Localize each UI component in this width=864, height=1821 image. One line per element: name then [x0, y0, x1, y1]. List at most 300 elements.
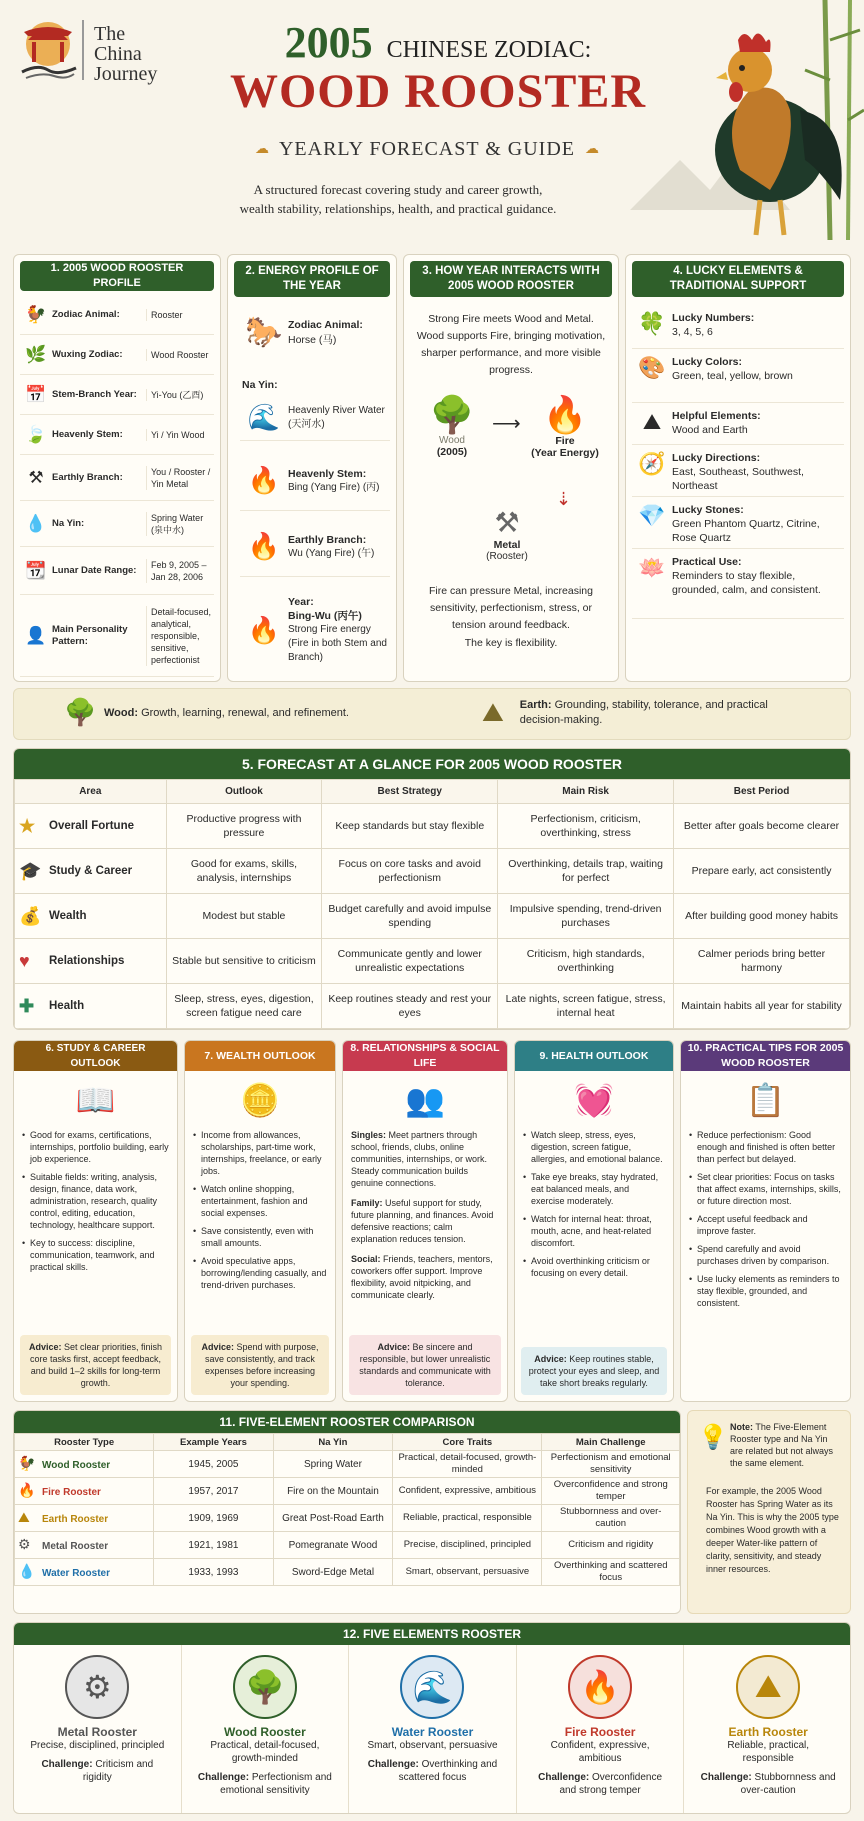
- anvil-icon: ⚒: [494, 507, 520, 538]
- profile-table: [20, 295, 214, 677]
- clover-icon: 🍀: [638, 311, 666, 336]
- rooster-type: Earth Rooster: [42, 1513, 109, 1525]
- profile-value: Rooster: [146, 309, 214, 321]
- wealth-bullets: [185, 1129, 335, 1291]
- comparison-years: 1909, 1969: [154, 1505, 273, 1532]
- energy-nayin: 🌊 Heavenly River Water (天河水): [240, 395, 390, 441]
- challenge-label: Challenge:: [700, 1772, 752, 1783]
- glance-area-cell: [15, 984, 167, 1029]
- glance-cell-outlook: Stable but sensitive to criticism: [166, 939, 322, 984]
- lucky-card: [625, 254, 851, 682]
- bullet-item: • Save consistently, even with small amounts.: [193, 1225, 327, 1249]
- lucky-value: East, Southeast, Southwest, Northeast: [672, 466, 804, 492]
- glance-cell-period: Maintain habits all year for stability: [674, 984, 850, 1029]
- element-name: Wood Rooster: [224, 1725, 306, 1739]
- lightbulb-icon: 💡: [698, 1424, 728, 1451]
- five-elements-card: [13, 1622, 851, 1814]
- lucky-label: Practical Use:: [672, 556, 742, 568]
- lucky-label: Lucky Directions:: [672, 452, 761, 464]
- comparison-type-cell: [15, 1451, 154, 1478]
- glance-area: Relationships: [49, 954, 125, 967]
- anvil-icon: ⚒: [28, 467, 44, 487]
- lucky-title: 4. LUCKY ELEMENTS & TRADITIONAL SUPPORT: [632, 261, 844, 297]
- comparison-title: 11. FIVE-ELEMENT ROOSTER COMPARISON: [14, 1411, 680, 1433]
- wood-note: 🌳 Wood: Growth, learning, renewal, and refinement.: [64, 697, 349, 727]
- energy-year: 🔥 Year: Bing-Wu (丙午) Strong Fire energy (Fire in both Stem and Branch): [240, 585, 390, 675]
- metal-element: ⚒ Metal (Rooster): [464, 507, 550, 562]
- element-traits: Practical, detail-focused, growth-minded: [210, 1740, 320, 1764]
- glance-card: [13, 748, 851, 1030]
- comparison-challenge: Stubbornness and over-caution: [542, 1505, 680, 1532]
- heart-icon: ♥: [19, 950, 30, 971]
- lucky-row: [632, 349, 844, 403]
- interaction-outro: Fire can pressure Metal, increasing sensitivity, perfectionism, stress, or tension around feedback.: [429, 585, 593, 631]
- glance-row: [15, 939, 850, 984]
- glance-area: Overall Fortune: [49, 819, 134, 832]
- lucky-row: [632, 403, 844, 445]
- compass-icon: 🧭: [638, 451, 666, 476]
- element-name: Fire Rooster: [564, 1725, 636, 1739]
- glance-cell-outlook: Good for exams, skills, analysis, internships: [166, 849, 322, 894]
- lucky-row: [632, 445, 844, 497]
- cloud-ornament-icon: ☁: [254, 142, 269, 157]
- bullet-item: • Key to success: discipline, communication, teamwork, and practical skills.: [22, 1237, 169, 1273]
- rooster-illustration: [620, 0, 864, 240]
- rooster-type-icon: ⚙: [18, 1535, 31, 1552]
- comparison-header: Rooster Type: [15, 1434, 154, 1451]
- profile-row: [20, 335, 214, 375]
- relationship-paragraph: [351, 1253, 499, 1301]
- coins-icon: 🪙: [240, 1082, 280, 1118]
- profile-label: Na Yin:: [52, 517, 85, 529]
- profile-value: Yi / Yin Wood: [146, 429, 214, 441]
- comparison-header: Example Years: [154, 1434, 273, 1451]
- earth-note: ⛰ Earth: Grounding, stability, tolerance, and practical decision-making.: [482, 697, 768, 727]
- glance-header: Outlook: [166, 780, 322, 804]
- note-card: [687, 1410, 851, 1614]
- glance-row: [15, 849, 850, 894]
- glance-header: Area: [15, 780, 167, 804]
- study-card: [13, 1040, 178, 1402]
- bullet-item: • Set clear priorities: Focus on tasks that affect exams, internships, skills, or future direction most.: [689, 1171, 842, 1207]
- lucky-text: [672, 311, 754, 339]
- glance-area-cell: [15, 894, 167, 939]
- lucky-text: [672, 451, 844, 493]
- energy-card: [227, 254, 397, 682]
- profile-row: [20, 455, 214, 501]
- heartbeat-icon: 💓: [574, 1082, 614, 1118]
- profile-value: Spring Water (泉中水): [146, 512, 214, 536]
- header-description: A structured forecast covering study and career growth, wealth stability, relationships, health, and practical guidance.: [239, 182, 557, 216]
- glance-cell-strategy: Keep standards but stay flexible: [322, 804, 498, 849]
- relationships-card: [342, 1040, 508, 1402]
- rooster-icon: 🐓: [25, 304, 47, 324]
- profile-row: [20, 295, 214, 335]
- challenge-text: Overthinking and scattered focus: [398, 1759, 498, 1783]
- lucky-value: Reminders to stay flexible, grounded, calm, and consistent.: [672, 570, 821, 596]
- calendar-icon: 📅: [25, 384, 47, 404]
- profile-label: Heavenly Stem:: [52, 428, 123, 440]
- glance-header: Best Period: [674, 780, 850, 804]
- element-column: [684, 1645, 851, 1813]
- fire-element: 🔥 Fire (Year Energy): [522, 395, 608, 459]
- tree-icon: 🌳: [233, 1655, 297, 1719]
- glance-cell-strategy: Focus on core tasks and avoid perfectionism: [322, 849, 498, 894]
- lucky-value: Green, teal, yellow, brown: [672, 370, 793, 382]
- comparison-header: Main Challenge: [542, 1434, 680, 1451]
- lucky-row: [632, 305, 844, 349]
- comparison-nayin: Pomegranate Wood: [273, 1532, 393, 1559]
- interaction-intro: Strong Fire meets Wood and Metal. Wood supports Fire, bringing motivation, sharper performance, and more visible progress.: [416, 313, 606, 376]
- comparison-row: [15, 1451, 680, 1478]
- profile-card: [13, 254, 221, 682]
- glance-cell-period: Better after goals become clearer: [674, 804, 850, 849]
- brand-line-1: The: [94, 23, 126, 45]
- rooster-type: Metal Rooster: [42, 1540, 109, 1552]
- five-elements-title: 12. FIVE ELEMENTS ROOSTER: [14, 1623, 850, 1645]
- lucky-label: Lucky Numbers:: [672, 312, 755, 324]
- comparison-type-cell: [15, 1505, 154, 1532]
- relationship-label: Singles:: [351, 1130, 387, 1140]
- comparison-years: 1957, 2017: [154, 1478, 273, 1505]
- bullet-item: • Avoid overthinking criticism or focusing on every detail.: [523, 1255, 665, 1279]
- comparison-challenge: Overconfidence and strong temper: [542, 1478, 680, 1505]
- element-name: Metal Rooster: [57, 1725, 137, 1739]
- profile-row: [20, 415, 214, 455]
- glance-area-cell: [15, 939, 167, 984]
- wealth-card: [184, 1040, 336, 1402]
- cloud-ornament-icon: ☁: [585, 142, 599, 157]
- glance-area-cell: [15, 849, 167, 894]
- profile-row: [20, 375, 214, 415]
- glance-header: Main Risk: [498, 780, 674, 804]
- glance-table: [14, 779, 850, 1029]
- lucky-list: [632, 305, 844, 675]
- glance-area: Health: [49, 999, 85, 1012]
- bullet-item: • Suitable fields: writing, analysis, design, finance, data work, administration, research, quality control, editing, education, technology, healthcare support.: [22, 1171, 169, 1231]
- glance-area: Study & Career: [49, 864, 133, 877]
- comparison-row: [15, 1478, 680, 1505]
- element-traits: Confident, expressive, ambitious: [550, 1740, 650, 1764]
- energy-branch: 🔥 Earthly Branch: Wu (Yang Fire) (午): [240, 517, 390, 577]
- glance-row: [15, 894, 850, 939]
- bullet-item: • Accept useful feedback and improve faster.: [689, 1213, 842, 1237]
- bullet-item: • Use lucky elements as reminders to stay flexible, grounded, and consistent.: [689, 1273, 842, 1309]
- profile-value: Feb 9, 2005 – Jan 28, 2006: [146, 559, 214, 583]
- lucky-value: 3, 4, 5, 6: [672, 326, 713, 338]
- glance-cell-outlook: Productive progress with pressure: [166, 804, 322, 849]
- profile-title: 1. 2005 WOOD ROOSTER PROFILE: [20, 261, 214, 291]
- relationship-paragraph: [351, 1129, 499, 1189]
- element-challenge: [14, 1758, 181, 1784]
- lucky-label: Lucky Colors:: [672, 356, 743, 368]
- rooster-type-icon: 🐓: [18, 1454, 36, 1471]
- challenge-text: Perfectionism and emotional sensitivity: [220, 1772, 332, 1796]
- glance-row: [15, 804, 850, 849]
- crystal-icon: 💎: [638, 503, 666, 528]
- relationships-title: 8. RELATIONSHIPS & SOCIAL LIFE: [343, 1041, 507, 1071]
- study-title: 6. STUDY & CAREER OUTLOOK: [14, 1041, 177, 1071]
- people-icon: 👥: [405, 1082, 445, 1118]
- energy-zodiac: 🐎 Zodiac Animal: Horse (马): [240, 315, 390, 350]
- lucky-row: [632, 549, 844, 619]
- leaf-icon: 🌿: [25, 344, 47, 364]
- bullet-item: • Watch sleep, stress, eyes, digestion, screen fatigue, allergies, and emotional balance.: [523, 1129, 665, 1165]
- profile-row: [20, 547, 214, 595]
- glance-cell-period: After building good money habits: [674, 894, 850, 939]
- comparison-years: 1921, 1981: [154, 1532, 273, 1559]
- relationship-text: Meet partners through school, friends, clubs, online communities, internships, or work. Steady communication builds genuine connections.: [351, 1130, 488, 1188]
- water-drop-icon: 💧: [25, 513, 47, 533]
- glance-cell-outlook: Modest but stable: [166, 894, 322, 939]
- profile-label: Main Personality Pattern:: [52, 623, 128, 647]
- bullet-item: • Take eye breaks, stay hydrated, eat balanced meals, and exercise moderately.: [523, 1171, 665, 1207]
- bullet-item: • Income from allowances, scholarships, part-time work, internships, freelance, or early jobs.: [193, 1129, 327, 1177]
- comparison-table: [14, 1433, 680, 1586]
- leaf-icon: 🍃: [25, 424, 47, 444]
- profile-row: [20, 501, 214, 547]
- calendar-icon: 📆: [25, 560, 47, 580]
- glance-cell-risk: Criticism, high standards, overthinking: [498, 939, 674, 984]
- comparison-challenge: Perfectionism and emotional sensitivity: [542, 1451, 680, 1478]
- interaction-key: The key is flexibility.: [464, 637, 558, 649]
- comparison-nayin: Sword-Edge Metal: [273, 1559, 393, 1586]
- element-name: Water Rooster: [391, 1725, 474, 1739]
- comparison-type-cell: [15, 1478, 154, 1505]
- interaction-title: 3. HOW YEAR INTERACTS WITH 2005 WOOD ROOSTER: [410, 261, 612, 297]
- lucky-row: [632, 497, 844, 549]
- relationship-text: Friends, teachers, mentors, coworkers offer support. Improve flexibility, avoid nitpicking, and communicate clearly.: [351, 1254, 493, 1300]
- element-challenge: [349, 1758, 516, 1784]
- health-card: [514, 1040, 674, 1402]
- note-text-1: Note: The Five-Element Rooster type and Na Yin are related but not always the same element.: [730, 1422, 834, 1468]
- profile-row: [20, 595, 214, 677]
- bullet-item: • Watch online shopping, entertainment, fashion and social expenses.: [193, 1183, 327, 1219]
- profile-label: Earthly Branch:: [52, 471, 123, 483]
- challenge-label: Challenge:: [197, 1772, 250, 1783]
- challenge-label: Challenge:: [538, 1772, 590, 1783]
- shield-health-icon: ✚: [19, 995, 35, 1016]
- profile-label: Wuxing Zodiac:: [52, 348, 123, 360]
- comparison-nayin: Fire on the Mountain: [273, 1478, 393, 1505]
- palette-icon: 🎨: [638, 355, 666, 380]
- brand-line-3: Journey: [94, 63, 158, 85]
- wood-element: 🌳 Wood (2005): [422, 395, 482, 458]
- interaction-card: [403, 254, 619, 682]
- comparison-card: [13, 1410, 681, 1614]
- profile-value: Detail-focused, analytical, responsible, sensitive, perfectionist: [146, 606, 214, 666]
- horse-icon: 🐎: [245, 316, 283, 349]
- arrow-right-icon: ⟶: [492, 413, 521, 435]
- five-elements-row: [14, 1645, 850, 1813]
- comparison-years: 1933, 1993: [154, 1559, 273, 1586]
- lotus-icon: 🪷: [638, 555, 666, 580]
- lucky-text: [672, 409, 761, 437]
- tree-icon: 🌳: [429, 394, 475, 435]
- flame-icon: 🔥: [247, 614, 281, 645]
- glance-cell-risk: Impulsive spending, trend-driven purchases: [498, 894, 674, 939]
- comparison-traits: Confident, expressive, ambitious: [393, 1478, 542, 1505]
- bullet-item: • Reduce perfectionism: Good enough and finished is often better than perfect but delayed.: [689, 1129, 842, 1165]
- wave-icon: 🌊: [400, 1655, 464, 1719]
- lucky-value: Wood and Earth: [672, 424, 748, 436]
- lucky-label: Lucky Stones:: [672, 504, 744, 516]
- flame-icon: 🔥: [247, 531, 281, 561]
- rooster-type: Wood Rooster: [42, 1459, 111, 1471]
- profile-value: Yi-You (乙酉): [146, 389, 214, 401]
- rooster-type-icon: 🔥: [18, 1481, 36, 1498]
- element-challenge: [517, 1771, 684, 1797]
- flame-icon: 🔥: [247, 465, 281, 495]
- tree-icon: 🌳: [64, 697, 97, 727]
- study-advice: Advice: Set clear priorities, finish core tasks first, accept feedback, and build 1–2 skills for long-term growth.: [20, 1335, 171, 1395]
- brand-line-2: China: [94, 43, 142, 65]
- energy-nayin-label: Na Yin:: [242, 379, 278, 391]
- health-bullets: [515, 1129, 673, 1279]
- comparison-type-cell: [15, 1559, 154, 1586]
- mountain-icon: ⛰: [642, 409, 662, 434]
- element-strip: [13, 688, 851, 740]
- relationship-paragraphs: [343, 1129, 507, 1301]
- glance-cell-risk: Overthinking, details trap, waiting for perfect: [498, 849, 674, 894]
- lucky-text: [672, 555, 844, 597]
- checklist-icon: 📋: [745, 1082, 786, 1118]
- rooster-type: Water Rooster: [42, 1567, 110, 1579]
- profile-value: Wood Rooster: [146, 349, 214, 361]
- glance-cell-risk: Perfectionism, criticism, overthinking, stress: [498, 804, 674, 849]
- comparison-type-cell: [15, 1532, 154, 1559]
- comparison-traits: Reliable, practical, responsible: [393, 1505, 542, 1532]
- health-advice: Advice: Keep routines stable, protect your eyes and sleep, and take short breaks regularly.: [521, 1347, 667, 1395]
- person-icon: 👤: [25, 625, 47, 645]
- flame-icon: 🔥: [542, 394, 588, 435]
- element-name: Earth Rooster: [728, 1725, 808, 1739]
- comparison-traits: Precise, disciplined, principled: [393, 1532, 542, 1559]
- flame-icon: 🔥: [568, 1655, 632, 1719]
- rooster-type-icon: 💧: [18, 1562, 36, 1579]
- lucky-value: Green Phantom Quartz, Citrine, Rose Quartz: [672, 518, 820, 544]
- glance-row: [15, 984, 850, 1029]
- glance-title: 5. FORECAST AT A GLANCE FOR 2005 WOOD ROOSTER: [14, 749, 850, 779]
- comparison-nayin: Spring Water: [273, 1451, 393, 1478]
- element-traits: Precise, disciplined, principled: [30, 1740, 165, 1751]
- lucky-text: [672, 503, 844, 545]
- element-traits: Smart, observant, persuasive: [367, 1740, 498, 1751]
- glance-cell-strategy: Communicate gently and lower unrealistic expectations: [322, 939, 498, 984]
- comparison-header: Core Traits: [393, 1434, 542, 1451]
- comparison-traits: Smart, observant, persuasive: [393, 1559, 542, 1586]
- study-bullets: [14, 1129, 177, 1273]
- glance-cell-period: Calmer periods bring better harmony: [674, 939, 850, 984]
- relationship-text: Useful support for study, future planning, and finances. Avoid defensive reactions; calm explanation reduces tension.: [351, 1198, 494, 1244]
- relationships-advice: Advice: Be sincere and responsible, but lower unrealistic standards and communicate with tolerance.: [349, 1335, 501, 1395]
- wealth-title: 7. WEALTH OUTLOOK: [185, 1041, 335, 1071]
- glance-header: Best Strategy: [322, 780, 498, 804]
- arrow-down-icon: ⇣: [556, 489, 572, 509]
- element-column: [14, 1645, 182, 1813]
- title-zodiac: CHINESE ZODIAC:: [386, 37, 592, 63]
- tips-card: [680, 1040, 851, 1402]
- note-text-2: For example, the 2005 Wood Rooster has Spring Water as its Na Yin. This is why the 2005 type combines Wood growth with a deeper Water-like pattern of clarity, sensitivity, and steady inner resources.: [706, 1486, 839, 1574]
- comparison-years: 1945, 2005: [154, 1451, 273, 1478]
- money-bag-icon: 💰: [19, 905, 42, 926]
- comparison-header: Na Yin: [273, 1434, 393, 1451]
- comparison-traits: Practical, detail-focused, growth-minded: [393, 1451, 542, 1478]
- mountain-icon: ⛰: [482, 697, 504, 727]
- relationship-label: Family:: [351, 1198, 383, 1208]
- page-title: [228, 20, 648, 118]
- element-challenge: [684, 1771, 851, 1797]
- title-year: 2005: [284, 18, 373, 67]
- profile-label: Stem-Branch Year:: [52, 388, 137, 400]
- comparison-challenge: Criticism and rigidity: [542, 1532, 680, 1559]
- element-column: [182, 1645, 350, 1813]
- glance-cell-strategy: Keep routines steady and rest your eyes: [322, 984, 498, 1029]
- bullet-item: • Avoid speculative apps, borrowing/lending casually, and trend-driven purchases.: [193, 1255, 327, 1291]
- comparison-row: [15, 1532, 680, 1559]
- element-column: [517, 1645, 685, 1813]
- challenge-label: Challenge:: [367, 1759, 419, 1770]
- mountain-icon: ⛰: [736, 1655, 800, 1719]
- profile-label: Zodiac Animal:: [52, 308, 120, 320]
- water-wave-icon: 🌊: [247, 402, 281, 432]
- bullet-item: • Watch for internal heat: throat, mouth, acne, and heat-related discomfort.: [523, 1213, 665, 1249]
- title-main: WOOD ROOSTER: [229, 65, 647, 118]
- challenge-text: Overconfidence and strong temper: [559, 1772, 663, 1796]
- energy-stem: 🔥 Heavenly Stem: Bing (Yang Fire) (丙): [240, 451, 390, 511]
- rooster-type-icon: ⛰: [18, 1508, 30, 1525]
- wealth-advice: Advice: Spend with purpose, save consistently, and track expenses before increasing your spending.: [191, 1335, 329, 1395]
- glance-cell-strategy: Budget carefully and avoid impulse spending: [322, 894, 498, 939]
- element-traits: Reliable, practical, responsible: [727, 1740, 810, 1764]
- metal-icon: ⚙: [65, 1655, 129, 1719]
- relationship-label: Social:: [351, 1254, 381, 1264]
- star-icon: ★: [19, 815, 36, 836]
- glance-area: Wealth: [49, 909, 87, 922]
- lucky-label: Helpful Elements:: [672, 410, 761, 422]
- tips-bullets: [681, 1129, 850, 1309]
- relationship-paragraph: [351, 1197, 499, 1245]
- challenge-text: Stubbornness and over-caution: [740, 1772, 836, 1796]
- comparison-challenge: Overthinking and scattered focus: [542, 1559, 680, 1586]
- glance-cell-period: Prepare early, act consistently: [674, 849, 850, 894]
- bullet-item: • Good for exams, certifications, internships, portfolio building, early job experience.: [22, 1129, 169, 1165]
- comparison-nayin: Great Post-Road Earth: [273, 1505, 393, 1532]
- glance-cell-risk: Late nights, screen fatigue, stress, internal heat: [498, 984, 674, 1029]
- book-icon: 📖: [75, 1082, 116, 1118]
- bullet-item: • Spend carefully and avoid purchases driven by comparison.: [689, 1243, 842, 1267]
- profile-label: Lunar Date Range:: [52, 564, 137, 576]
- element-column: [349, 1645, 517, 1813]
- tips-title: 10. PRACTICAL TIPS FOR 2005 WOOD ROOSTER: [681, 1041, 850, 1071]
- element-challenge: [182, 1771, 349, 1797]
- logo-divider: [82, 20, 84, 80]
- comparison-row: [15, 1559, 680, 1586]
- graduation-cap-icon: 🎓: [19, 860, 42, 881]
- rooster-type: Fire Rooster: [42, 1486, 101, 1498]
- brand-logo[interactable]: [18, 18, 188, 88]
- glance-cell-outlook: Sleep, stress, eyes, digestion, screen fatigue need care: [166, 984, 322, 1029]
- subtitle: ☁ YEARLY FORECAST & GUIDE ☁: [254, 138, 599, 160]
- health-title: 9. HEALTH OUTLOOK: [515, 1041, 673, 1071]
- pagoda-logo-icon: [18, 18, 78, 84]
- energy-title: 2. ENERGY PROFILE OF THE YEAR: [234, 261, 390, 297]
- challenge-label: Challenge:: [41, 1759, 93, 1770]
- comparison-row: [15, 1505, 680, 1532]
- profile-value: You / Rooster / Yin Metal: [146, 466, 214, 490]
- lucky-text: [672, 355, 793, 383]
- challenge-text: Criticism and rigidity: [82, 1759, 154, 1783]
